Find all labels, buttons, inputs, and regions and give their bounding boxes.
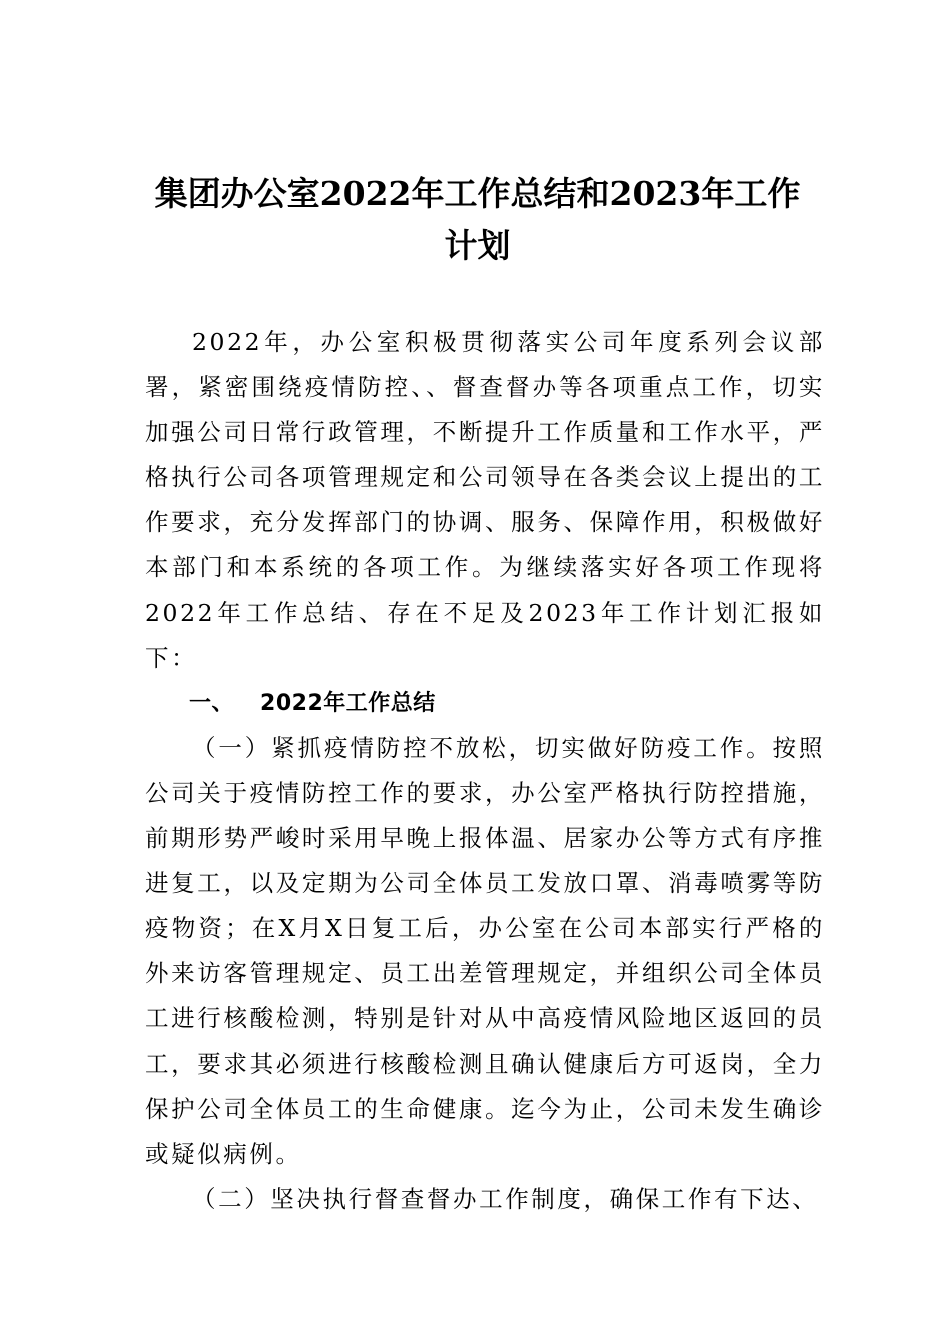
section-paragraph: （一）紧抓疫情防控不放松，切实做好防疫工作。按照公司关于疫情防控工作的要求，办公室严格执行防控措施，前期形势严峻时采用早晚上报体温、居家办公等方式有序推进复工，以及定期为公司全体员工发放口罩、消毒喷雾等防疫物资；在X月X日复工后，办公室在公司本部实行严格的外来访客管理规定、员工出差管理规定，并组织公司全体员工进行核酸检测，特别是针对从中高疫情风险地区返回的员工，要求其必须进行核酸检测且确认健康后方可返岗，全力保护公司全体员工的生命健康。迄今为止，公司未发生确诊或疑似病例。 xyxy=(145,733,825,1168)
document-body xyxy=(145,320,825,1222)
section-heading xyxy=(145,681,825,726)
section-paragraph: （二）坚决执行督查督办工作制度，确保工作有下达、 xyxy=(192,1184,819,1213)
document-title: 集团办公室2022年工作总结和2023年工作计划 xyxy=(154,174,801,265)
section-heading-text: 2022年工作总结 xyxy=(260,690,436,716)
intro-paragraph: 2022年，办公室积极贯彻落实公司年度系列会议部署，紧密围绕疫情防控、、督查督办等各项重点工作，切实加强公司日常行政管理，不断提升工作质量和工作水平，严格执行公司各项管理规定和公司领导在各类会议上提出的工作要求，充分发挥部门的协调、服务、保障作用，积极做好本部门和本系统的各项工作。为继续落实好各项工作现将2022年工作总结、存在不足及2023年工作计划汇报如下： xyxy=(145,328,825,672)
section-heading-number: 一、 xyxy=(189,690,235,716)
